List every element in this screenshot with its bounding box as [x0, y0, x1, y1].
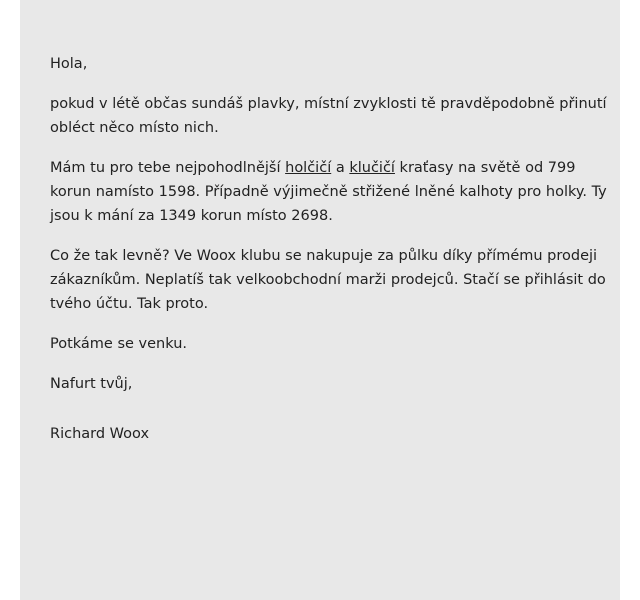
signature: Richard Woox: [50, 426, 150, 442]
boys-shorts-link[interactable]: klučičí: [349, 160, 395, 176]
offer-text-3: kraťasy na světě od 799 korun namísto 1598. Případně výjimečně střižené lněné kalhoty pro holky. Ty jsou k mání za 1349 korun místo 2698.: [50, 160, 607, 224]
closing: Nafurt tvůj,: [50, 376, 133, 392]
girls-shorts-link[interactable]: holčičí: [285, 160, 332, 176]
email-body-panel: [20, 0, 620, 600]
offer-text-2: a: [331, 160, 350, 176]
paragraph-meet: Potkáme se venku.: [50, 336, 187, 352]
paragraph-summer: pokud v létě občas sundáš plavky, místní zvyklosti tě pravděpodobně přinutí obléct něco místo nich.: [50, 96, 607, 136]
email-content: [50, 52, 610, 462]
paragraph-explanation: Co že tak levně? Ve Woox klubu se nakupuje za půlku díky přímému prodeji zákazníkům. Neplatíš tak velkoobchodní marži prodejců. Stačí se přihlásit do tvého účtu. Tak proto.: [50, 248, 606, 312]
paragraph-offer: [50, 156, 610, 228]
offer-text-1: Mám tu pro tebe nejpohodlnější: [50, 160, 286, 176]
greeting: Hola,: [50, 56, 88, 72]
